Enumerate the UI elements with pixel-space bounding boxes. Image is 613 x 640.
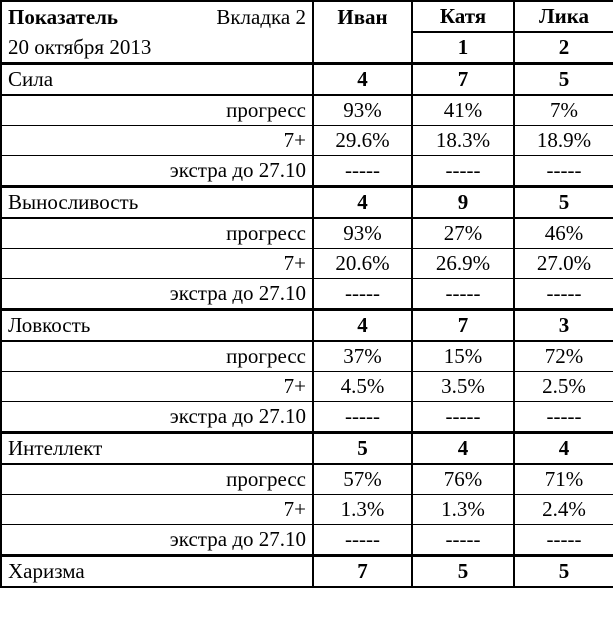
metric-value: 27%: [412, 218, 514, 249]
metric-value: -----: [514, 402, 613, 433]
metric-label: прогресс: [1, 95, 313, 126]
section-row: [1, 556, 613, 588]
metric-value: 1.3%: [412, 495, 514, 525]
metric-value: 18.3%: [412, 126, 514, 156]
metric-label: 7+: [1, 372, 313, 402]
metric-value: -----: [313, 525, 412, 556]
section-value: 7: [313, 556, 412, 588]
metric-row: [1, 495, 613, 525]
header-date-row: [1, 32, 613, 64]
section-row: [1, 310, 613, 342]
section-name: Сила: [1, 64, 313, 96]
metric-row: [1, 372, 613, 402]
metric-row: [1, 341, 613, 372]
metric-label: прогресс: [1, 341, 313, 372]
section-value: 7: [412, 64, 514, 96]
person-number: 2: [514, 32, 613, 64]
metric-value: 93%: [313, 218, 412, 249]
metric-value: -----: [514, 156, 613, 187]
section-row: [1, 187, 613, 219]
metric-row: [1, 95, 613, 126]
metric-value: 46%: [514, 218, 613, 249]
metric-label: прогресс: [1, 464, 313, 495]
metric-label: прогресс: [1, 218, 313, 249]
section-name: Интеллект: [1, 433, 313, 465]
person-number: [313, 32, 412, 64]
metric-value: 18.9%: [514, 126, 613, 156]
metric-value: 4.5%: [313, 372, 412, 402]
metric-value: -----: [412, 402, 514, 433]
header-row: [1, 1, 613, 32]
section-name: Выносливость: [1, 187, 313, 219]
section-value: 4: [313, 64, 412, 96]
section-value: 7: [412, 310, 514, 342]
section-value: 5: [514, 64, 613, 96]
section-value: 4: [514, 433, 613, 465]
metric-value: 27.0%: [514, 249, 613, 279]
section-value: 5: [514, 556, 613, 588]
person-name: Лика: [514, 1, 613, 32]
metric-label: 7+: [1, 249, 313, 279]
section-value: 9: [412, 187, 514, 219]
metric-row: [1, 249, 613, 279]
indicator-label: Показатель: [8, 4, 119, 29]
section-row: [1, 433, 613, 465]
tab-label: Вкладка 2: [216, 5, 306, 29]
metric-label: экстра до 27.10: [1, 279, 313, 310]
metric-value: 20.6%: [313, 249, 412, 279]
person-name: Иван: [313, 1, 412, 32]
metric-row: [1, 525, 613, 556]
metric-value: 57%: [313, 464, 412, 495]
section-value: 5: [313, 433, 412, 465]
metric-value: 72%: [514, 341, 613, 372]
metric-value: 3.5%: [412, 372, 514, 402]
metric-value: 41%: [412, 95, 514, 126]
person-number: 1: [412, 32, 514, 64]
metric-value: -----: [412, 156, 514, 187]
metric-label: экстра до 27.10: [1, 402, 313, 433]
stats-table-body: [1, 1, 613, 587]
metric-value: -----: [313, 156, 412, 187]
metric-value: -----: [514, 525, 613, 556]
report-date: 20 октября 2013: [1, 32, 313, 64]
metric-value: -----: [313, 402, 412, 433]
metric-value: 1.3%: [313, 495, 412, 525]
metric-row: [1, 126, 613, 156]
metric-value: -----: [313, 279, 412, 310]
metric-value: 71%: [514, 464, 613, 495]
metric-value: 37%: [313, 341, 412, 372]
section-value: 4: [412, 433, 514, 465]
section-value: 5: [514, 187, 613, 219]
metric-value: 76%: [412, 464, 514, 495]
metric-value: 2.5%: [514, 372, 613, 402]
metric-value: 29.6%: [313, 126, 412, 156]
metric-value: -----: [514, 279, 613, 310]
section-value: 5: [412, 556, 514, 588]
metric-label: 7+: [1, 126, 313, 156]
metric-label: 7+: [1, 495, 313, 525]
metric-row: [1, 279, 613, 310]
metric-value: -----: [412, 525, 514, 556]
metric-row: [1, 218, 613, 249]
section-value: 4: [313, 310, 412, 342]
person-name: Катя: [412, 1, 514, 32]
metric-value: 93%: [313, 95, 412, 126]
metric-value: -----: [412, 279, 514, 310]
metric-value: 15%: [412, 341, 514, 372]
section-name: Харизма: [1, 556, 313, 588]
section-name: Ловкость: [1, 310, 313, 342]
section-value: 3: [514, 310, 613, 342]
metric-row: [1, 402, 613, 433]
metric-value: 7%: [514, 95, 613, 126]
metric-label: экстра до 27.10: [1, 156, 313, 187]
metric-value: 26.9%: [412, 249, 514, 279]
metric-value: 2.4%: [514, 495, 613, 525]
section-row: [1, 64, 613, 96]
metric-row: [1, 156, 613, 187]
metric-label: экстра до 27.10: [1, 525, 313, 556]
section-value: 4: [313, 187, 412, 219]
metric-row: [1, 464, 613, 495]
header-indicator-cell: [1, 1, 313, 32]
